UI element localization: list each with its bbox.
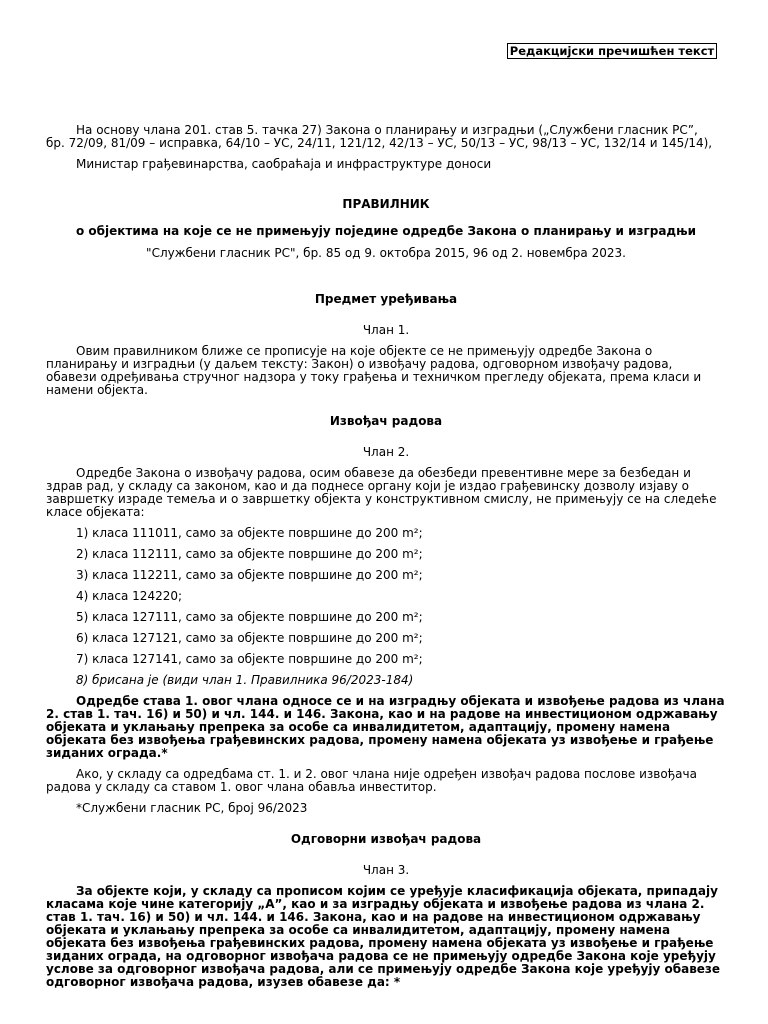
gazette-footnote: *Службени гласник РС, број 96/2023 [76, 801, 308, 815]
article-1-label: Члан 1. [362, 323, 410, 337]
list-item: 2) класа 112111, само за објекте површине до 200 m²; [76, 547, 423, 561]
gazette-reference: "Службени гласник РС", бр. 85 од 9. октобра 2015, 96 од 2. новембра 2023. [146, 246, 626, 260]
article-2-label: Члан 2. [362, 445, 410, 459]
article-2-text: Одредбе Закона о извођачу радова, осим обавезе да обезбеди превентивне мере за безбедан и здрав рад, у складу са законом, као и да поднесе органу који је издао грађевинску дозволу изјаву о завршетку израде темеља и о завршетку објекта у конструктивном смислу, не примењују се на следеће класе објеката: [46, 466, 717, 519]
legal-basis-paragraph: На основу члана 201. став 5. тачка 27) Закона о планирању и изградњи („Службени гласник РС”, бр. 72/09, 81/09 – исправка, 64/10 – УС, 24/11, 121/12, 42/13 – УС, 50/13 – УС, 98/13 – УС, 132/14 и 145/14), [46, 123, 713, 150]
list-item: 1) класа 111011, само за објекте површине до 200 m²; [76, 526, 423, 540]
list-item: 5) класа 127111, само за објекте површине до 200 m²; [76, 610, 423, 624]
minister-paragraph: Министар грађевинарства, саобраћаја и инфраструктуре доноси [76, 157, 492, 171]
list-item: 7) класа 127141, само за објекте површине до 200 m²; [76, 652, 423, 666]
document-subtitle: о објектима на које се не примењују поједине одредбе Закона о планирању и изградњи [75, 224, 697, 238]
consolidated-text-badge: Редакцијски пречишћен текст [507, 43, 717, 59]
section-heading-responsible-contractor: Одговорни извођач радова [290, 832, 482, 846]
list-item: 6) класа 127121, само за објекте површине до 200 m²; [76, 631, 423, 645]
article-2-investor-paragraph: Ако, у складу са одредбама ст. 1. и 2. овог члана није одређен извођач радова послове извођача радова у складу са ставом 1. овог члана обавља инвеститор. [46, 767, 697, 794]
document-title: ПРАВИЛНИК [342, 197, 430, 211]
list-item: 4) класа 124220; [76, 589, 183, 603]
list-item-deleted: 8) брисана је (види члан 1. Правилника 96/2023-184) [76, 673, 414, 687]
article-1-text: Овим правилником ближе се прописује на које објекте се не примењују одредбе Закона о планирању и изградњи (у даљем тексту: Закон) о извођачу радова, одговорном извођачу радова, обавези одређивања стручног надзора у току грађења и техничком прегледу објеката, према класи и намени објекта. [46, 344, 702, 397]
article-3-text: За објекте који, у складу са прописом којим се уређује класификација објеката, припадају класама које чине категорију „А”, као и за изградњу објеката и извођење радова из члана 2. став 1. тач. 16) и 50) и чл. 144. и 146. Закона, као и на радове на инвестиционом одржавању објеката и уклањању препрека за особе са инвалидитетом, адаптацију, промену намена објеката без извођења грађевинских радова, промену намена објеката уз извођење и грађење зиданих ограда, на одговорног извођача радова се не примењују одредбе Закона које уређују услове за одговорног извођача радова, али се примењују одредбе Закона које уређују обавезе одговорног извођача радова, изузев обавезе да: * [46, 884, 721, 989]
article-2-amendment: Одредбе става 1. овог члана односе се и на изградњу објеката и извођење радова из члана 2. став 1. тач. 16) и 50) и чл. 144. и 146. Закона, као и на радове на инвестиционом одржавању објеката и уклањању препрека за особе са инвалидитетом, адаптацију, промену намена објеката без извођења грађевинских радова, промену намена објеката уз извођење и грађење зиданих ограда.* [46, 694, 725, 760]
section-heading-subject: Предмет уређивања [314, 292, 458, 306]
article-3-label: Члан 3. [362, 863, 410, 877]
list-item: 3) класа 112211, само за објекте површине до 200 m²; [76, 568, 423, 582]
section-heading-contractor: Извођач радова [329, 414, 443, 428]
document-body [46, 124, 726, 989]
article-2-list [46, 527, 726, 687]
